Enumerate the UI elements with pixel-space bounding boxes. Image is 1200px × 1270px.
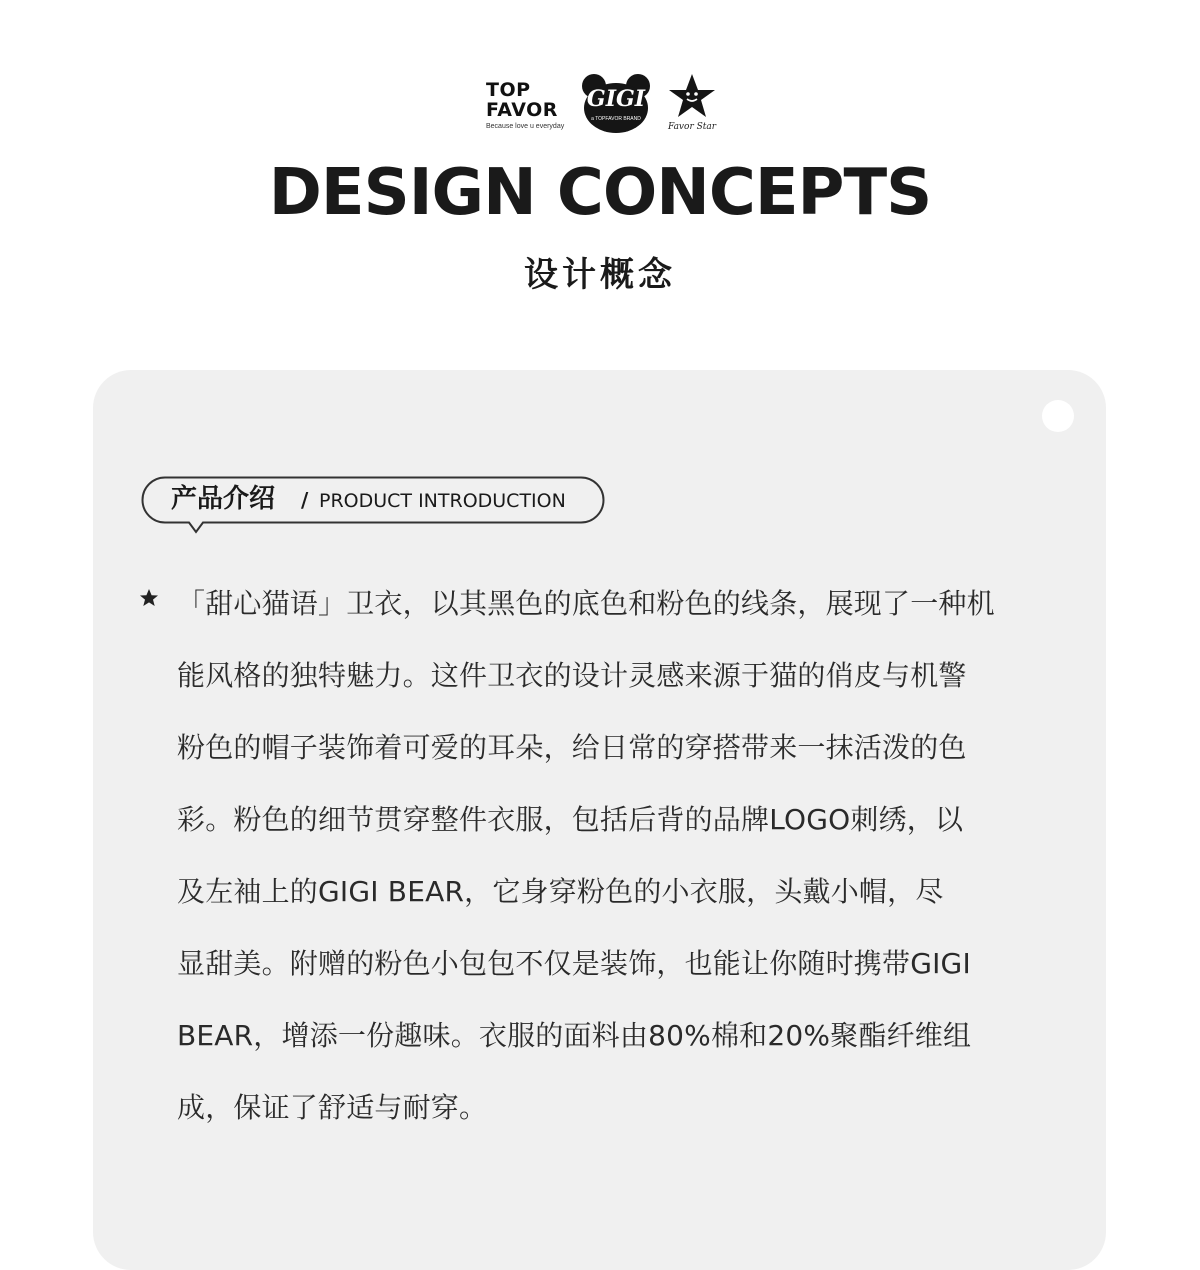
decorative-dot: [1042, 400, 1074, 432]
description-line: 「甜心猫语」卫衣，以其黑色的底色和粉色的线条，展现了一种机: [177, 587, 995, 620]
page-subtitle: 设计概念: [524, 255, 676, 295]
section-title-separator: /: [301, 488, 309, 512]
product-intro-card: [93, 370, 1106, 1270]
brand-logos: [0, 72, 1200, 136]
star-mascot-icon: [664, 72, 720, 122]
product-description: [177, 568, 1062, 1144]
description-line: 显甜美。附赠的粉色小包包不仅是装饰，也能让你随时携带GIGI: [177, 947, 971, 980]
favor-star-logo: [664, 72, 720, 134]
gigi-logo-text: GIGI: [586, 86, 646, 112]
section-title-en: PRODUCT INTRODUCTION: [319, 490, 566, 512]
gigi-bear-logo: [580, 72, 652, 134]
page-title: DESIGN CONCEPTS: [268, 156, 932, 230]
description-line: BEAR，增添一份趣味。衣服的面料由80%棉和20%聚酯纤维组: [177, 1019, 972, 1052]
description-line: 彩。粉色的细节贯穿整件衣服，包括后背的品牌LOGO刺绣，以: [177, 803, 964, 836]
topfavor-logo-line2: FAVOR: [486, 99, 558, 121]
section-heading: [141, 476, 601, 520]
section-title-cn: 产品介绍: [171, 484, 276, 514]
topfavor-logo: [486, 80, 586, 130]
topfavor-tagline: Because love u everyday: [486, 123, 565, 130]
topfavor-logo-line1: TOP: [486, 79, 531, 101]
description-line: 能风格的独特魅力。这件卫衣的设计灵感来源于猫的俏皮与机警: [177, 659, 967, 692]
description-line: 成，保证了舒适与耐穿。: [177, 1091, 488, 1124]
description-line: 粉色的帽子装饰着可爱的耳朵，给日常的穿搭带来一抹活泼的色: [177, 731, 967, 764]
gigi-logo-subtext: a TOPFAVOR BRAND: [591, 116, 641, 122]
bullet-star-icon: [139, 588, 159, 608]
description-line: 及左袖上的GIGI BEAR，它身穿粉色的小衣服，头戴小帽，尽: [177, 875, 944, 908]
favor-star-logo-text: Favor Star: [667, 122, 717, 132]
